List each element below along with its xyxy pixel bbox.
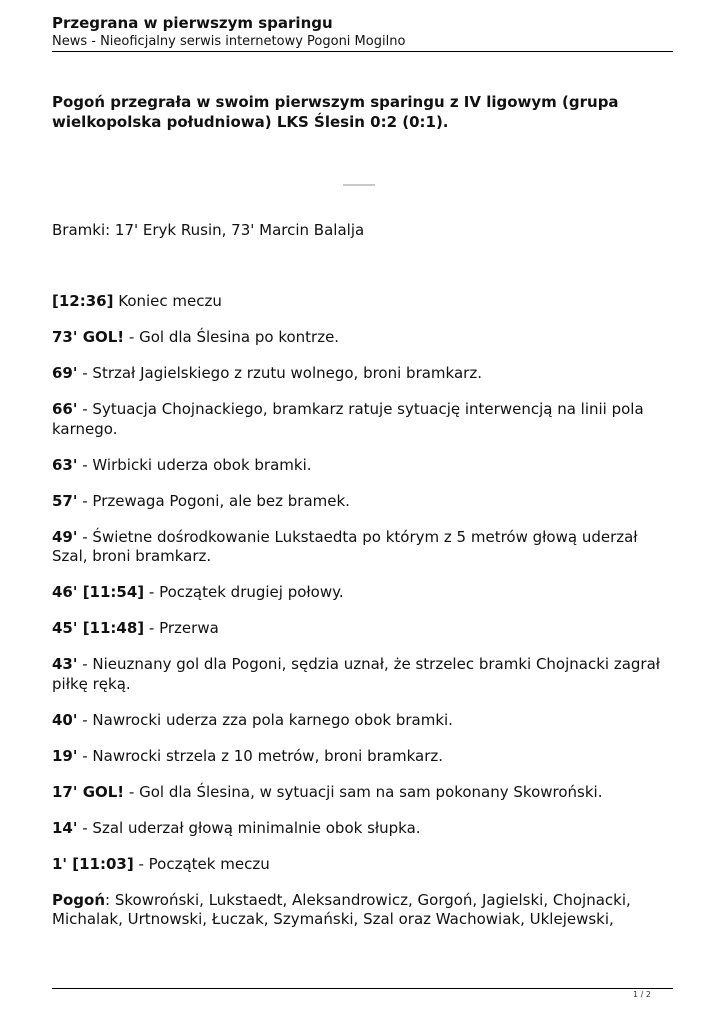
event-text: - Sytuacja Chojnackiego, bramkarz ratuje sytuację interwencją na linii pola karnego. [52, 400, 644, 438]
event-time: 66' [52, 400, 78, 418]
document-subtitle: News - Nieoficjalny serwis internetowy Pogoni Mogilno [52, 34, 406, 49]
embedded-image [343, 184, 375, 186]
event-time: 19' [52, 746, 78, 765]
event-text: - Przewaga Pogoni, ale bez bramek. [77, 491, 350, 510]
footer-divider [52, 988, 673, 989]
event-entry [52, 528, 672, 567]
event-text: - Przerwa [144, 619, 219, 637]
lineup-team-name: Pogoń [52, 890, 106, 909]
event-entry [52, 819, 672, 839]
event-text: - Nieuznany gol dla Pogoni, sędzia uznał, że strzelec bramki Chojnacki zagrał piłkę ręką. [52, 655, 661, 693]
event-text: - Wirbicki uderza obok bramki. [77, 455, 312, 474]
team-lineup [52, 891, 672, 930]
event-time: [12:36] [52, 292, 114, 310]
event-text: - Początek drugiej połowy. [144, 583, 344, 601]
event-text: - Początek meczu [133, 854, 270, 873]
event-time: 43' [52, 655, 78, 673]
event-text: Koniec meczu [113, 292, 222, 310]
event-entry [52, 619, 672, 639]
event-entry [52, 747, 672, 767]
event-entry [52, 364, 672, 384]
event-text: - Szal uderzał głową minimalnie obok słupka. [77, 818, 421, 837]
match-events [52, 292, 672, 930]
event-time: 46' [11:54] [52, 583, 145, 601]
event-entry [52, 783, 672, 803]
event-entry [52, 583, 672, 603]
event-entry [52, 711, 672, 731]
event-time: 69' [52, 364, 78, 382]
event-entry [52, 655, 672, 694]
event-entry [52, 292, 672, 312]
event-time: 40' [52, 710, 78, 729]
event-entry [52, 492, 672, 512]
event-time: 1' [11:03] [52, 854, 134, 873]
page-header [52, 14, 673, 50]
event-time: 49' [52, 527, 78, 546]
event-time: 73' GOL! [52, 328, 125, 346]
article-lead: Pogoń przegrała w swoim pierwszym sparingu z IV ligowym (grupa wielkopolska południowa) LKS Ślesin 0:2 (0:1). [52, 93, 619, 131]
header-divider [52, 51, 673, 52]
event-time: 14' [52, 818, 78, 837]
event-text: - Nawrocki strzela z 10 metrów, broni bramkarz. [77, 746, 444, 765]
event-time: 17' GOL! [52, 782, 125, 801]
event-entry [52, 400, 672, 439]
event-text: - Gol dla Ślesina, w sytuacji sam na sam pokonany Skowroński. [124, 782, 603, 801]
page-number: 1 / 2 [633, 990, 651, 999]
event-text: - Gol dla Ślesina po kontrze. [124, 328, 340, 346]
event-time: 63' [52, 455, 78, 474]
event-entry [52, 328, 672, 348]
event-time: 45' [11:48] [52, 619, 145, 637]
event-text: - Strzał Jagielskiego z rzutu wolnego, broni bramkarz. [77, 364, 482, 382]
event-entry [52, 456, 672, 476]
lineup-players: : Skowroński, Lukstaedt, Aleksandrowicz, Gorgoń, Jagielski, Chojnacki, Michalak, Urtnowski, Łuczak, Szymański, Szal oraz Wachowiak, Uklejewski, [52, 890, 631, 928]
event-text: - Nawrocki uderza zza pola karnego obok bramki. [77, 710, 453, 729]
document-title: Przegrana w pierwszym sparingu [52, 14, 333, 32]
goals-line: Bramki: 17' Eryk Rusin, 73' Marcin Balalja [52, 221, 365, 239]
event-entry [52, 855, 672, 875]
event-text: - Świetne dośrodkowanie Lukstaedta po którym z 5 metrów głową uderzał Szal, broni bramkarz. [52, 527, 638, 565]
event-time: 57' [52, 491, 78, 510]
